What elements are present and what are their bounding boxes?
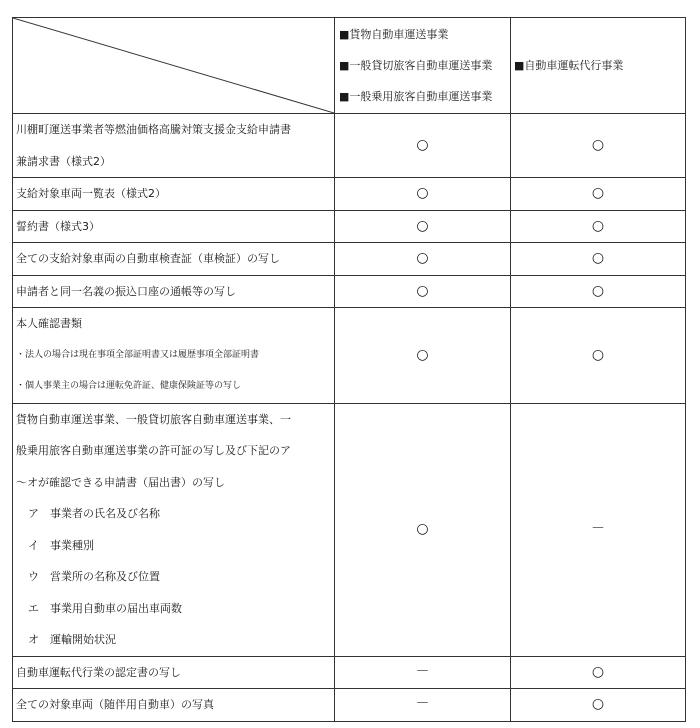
diagonal-line (13, 18, 334, 113)
document-text: 兼請求書（様式2） (16, 154, 111, 168)
mark-cell: － (511, 403, 686, 656)
mark-cell: ○ (511, 656, 686, 689)
mark-cell: ○ (511, 308, 686, 404)
document-text: オ 運輸開始状況 (28, 633, 116, 646)
document-cell (13, 210, 335, 243)
table-row (13, 403, 686, 656)
document-cell (13, 178, 335, 211)
table-row (13, 114, 686, 178)
mark-cell: － (335, 689, 511, 722)
document-text: 自動車運転代行業の認定書の写し (16, 665, 181, 679)
document-cell (13, 656, 335, 689)
document-text: エ 事業用自動車の届出車両数 (28, 601, 182, 615)
mark-cell: ○ (511, 210, 686, 243)
document-text: 般乗用旅客自動車運送事業の許可証の写し及び下記のア (16, 444, 291, 457)
table-row (13, 243, 686, 276)
mark-cell: － (335, 656, 511, 689)
document-text: 全ての対象車両（随伴用自動車）の写真 (16, 698, 214, 711)
table-row (13, 308, 686, 404)
document-text: 川棚町運送事業者等燃油価格高騰対策支援金支給申請書 (16, 123, 291, 136)
header-item: ■一般乗用旅客自動車運送事業 (339, 90, 493, 103)
header-cell-driving-agency (511, 18, 686, 114)
document-text: 本人確認書類 (16, 317, 82, 330)
table-row (13, 178, 686, 211)
document-text: ・個人事業主の場合は運転免許証、健康保険証等の写し (16, 381, 242, 391)
table-row (13, 210, 686, 243)
table-row (13, 275, 686, 308)
mark-cell: ○ (511, 689, 686, 722)
document-text: 全ての支給対象車両の自動車検査証（車検証）の写し (16, 252, 280, 265)
mark-cell: ○ (335, 114, 511, 178)
document-text: ア 事業者の氏名及び名称 (28, 507, 160, 520)
document-text: 支給対象車両一覧表（様式2） (16, 187, 166, 200)
document-cell (13, 689, 335, 722)
document-cell (13, 275, 335, 308)
document-text: イ 事業種別 (28, 538, 94, 552)
table-row (13, 656, 686, 689)
mark-cell: ○ (335, 275, 511, 308)
document-text: 貨物自動車運送事業、一般貸切旅客自動車運送事業、一 (16, 412, 291, 426)
header-item: ■自動車運転代行事業 (514, 59, 624, 72)
header-row (13, 18, 686, 114)
mark-cell: ○ (335, 210, 511, 243)
mark-cell: ○ (511, 178, 686, 211)
document-text: 申請者と同一名義の振込口座の通帳等の写し (16, 284, 236, 298)
document-cell (13, 114, 335, 178)
mark-cell: ○ (511, 243, 686, 276)
document-text: 誓約書（様式3） (16, 219, 100, 233)
mark-cell: ○ (335, 308, 511, 404)
mark-cell: ○ (335, 403, 511, 656)
header-cell-transport (335, 18, 511, 114)
requirements-table (12, 17, 686, 722)
mark-cell: ○ (335, 243, 511, 276)
header-item: ■貨物自動車運送事業 (339, 28, 449, 41)
mark-cell: ○ (335, 178, 511, 211)
diagonal-header-cell (13, 18, 335, 114)
document-text: ウ 営業所の名称及び位置 (28, 570, 160, 583)
mark-cell: ○ (511, 114, 686, 178)
document-cell (13, 403, 335, 656)
document-text: ～オが確認できる申請書（届出書）の写し (16, 475, 225, 489)
table-row (13, 689, 686, 722)
header-item: ■一般貸切旅客自動車運送事業 (339, 59, 493, 72)
mark-cell: ○ (511, 275, 686, 308)
document-cell (13, 308, 335, 404)
document-cell (13, 243, 335, 276)
document-text: ・法人の場合は現在事項全部証明書又は履歴事項全部証明書 (16, 349, 260, 360)
